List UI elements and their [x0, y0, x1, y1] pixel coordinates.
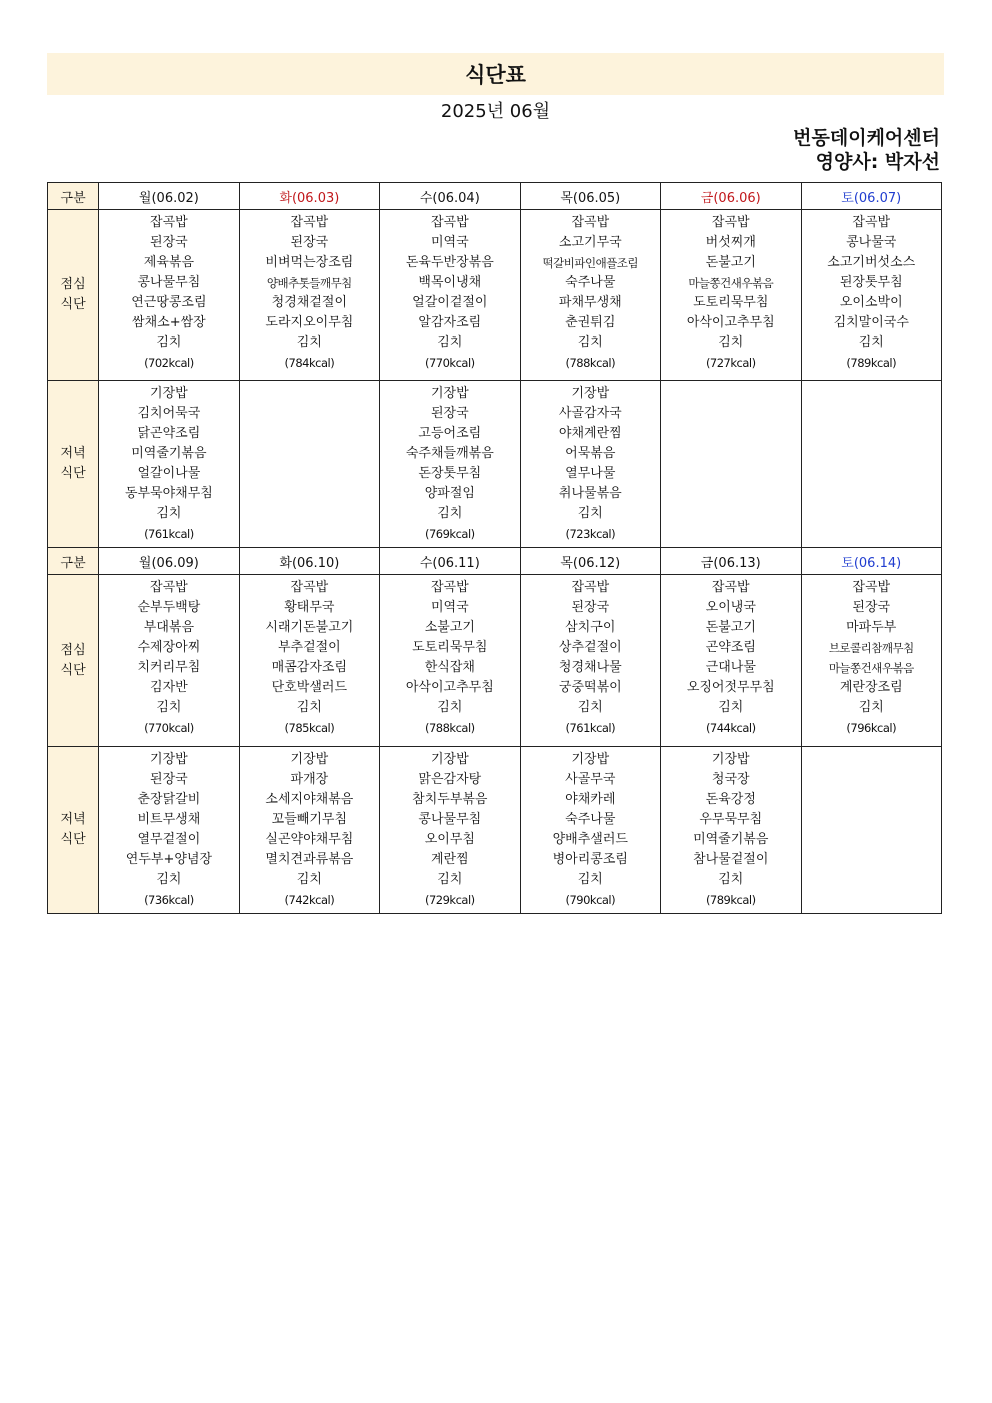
menu-item: 멸치견과류볶음 — [265, 852, 354, 867]
menu-item: 소불고기 — [424, 620, 475, 635]
menu-item-list — [521, 381, 660, 544]
dinner-label-text: 저녁 — [60, 446, 86, 461]
menu-item: 돈육두반장볶음 — [405, 255, 494, 270]
menu-item: 김치 — [858, 700, 884, 715]
lunch-label-text: 식단 — [60, 662, 86, 678]
menu-item-list — [240, 381, 379, 384]
menu-item: 김치 — [437, 335, 463, 350]
menu-item: 김치 — [437, 506, 463, 521]
menu-item: 야채계란찜 — [558, 426, 622, 441]
dinner-menu-cell — [520, 747, 660, 914]
menu-item: 참치두부볶음 — [412, 792, 488, 807]
day-header-cell: 목(06.05) — [520, 183, 660, 210]
menu-item: 기장밥 — [430, 386, 469, 401]
menu-item: 파개장 — [290, 772, 329, 787]
header-label-cell: 구분 — [48, 548, 99, 575]
menu-item-list — [661, 747, 800, 910]
menu-item-list — [240, 575, 379, 738]
menu-item: 알감자조림 — [418, 315, 482, 330]
menu-item: 김치 — [296, 700, 322, 715]
menu-item: (790kcal) — [565, 893, 616, 907]
menu-item: 김치어묵국 — [137, 406, 201, 421]
menu-item: 연근땅콩조림 — [131, 295, 207, 310]
dinner-menu-cell — [380, 747, 520, 914]
week-header-row — [48, 548, 942, 575]
day-header-cell: 수(06.04) — [380, 183, 520, 210]
lunch-row — [48, 210, 942, 381]
menu-item: 기장밥 — [571, 752, 610, 767]
menu-item: 김치 — [296, 335, 322, 350]
menu-item: 양배추샐러드 — [552, 832, 628, 847]
menu-item: 미역줄기볶음 — [131, 446, 207, 461]
menu-item: 청국장 — [711, 772, 750, 787]
menu-item-list — [240, 210, 379, 373]
header-label-cell: 구분 — [48, 183, 99, 210]
dinner-menu-cell — [520, 381, 660, 548]
dinner-menu-cell — [801, 747, 942, 914]
menu-item: 잡곡밥 — [290, 580, 329, 595]
menu-item: 마파두부 — [846, 620, 897, 635]
lunch-menu-cell — [801, 575, 942, 747]
menu-item: 기장밥 — [430, 752, 469, 767]
menu-item: (761kcal) — [144, 527, 194, 541]
menu-item: 열무나물 — [565, 466, 616, 481]
menu-item: (785kcal) — [284, 721, 335, 735]
dinner-menu-cell — [661, 381, 801, 548]
day-header-cell: 월(06.09) — [99, 548, 239, 575]
menu-item: 사골감자국 — [558, 406, 622, 421]
menu-item: 오이무침 — [424, 832, 475, 847]
menu-item: 된장국 — [852, 600, 891, 615]
menu-item: 김치 — [577, 872, 603, 887]
menu-item: 김치 — [156, 872, 182, 887]
menu-item: 양배추톳들깨무침 — [266, 276, 352, 290]
dinner-row — [48, 381, 942, 548]
menu-item: 병아리콩조림 — [552, 852, 628, 867]
day-header-cell: 화(06.10) — [239, 548, 379, 575]
menu-item: 김치 — [718, 335, 744, 350]
menu-item: 파채무생채 — [558, 295, 622, 310]
menu-item: 잡곡밥 — [852, 580, 891, 595]
menu-item: 한식잡채 — [424, 660, 475, 675]
day-header-cell: 수(06.11) — [380, 548, 520, 575]
menu-item: 곤약조림 — [705, 640, 756, 655]
menu-item: 잡곡밥 — [290, 215, 329, 230]
menu-item: 숙주채들깨볶음 — [405, 446, 494, 461]
day-header-cell: 토(06.07) — [801, 183, 942, 210]
menu-item: 브로콜리참깨무침 — [828, 641, 914, 655]
menu-item: 부추겉절이 — [277, 640, 341, 655]
menu-item: (784kcal) — [284, 356, 335, 370]
menu-item: (770kcal) — [144, 721, 194, 735]
menu-item: 미역국 — [430, 235, 469, 250]
menu-item-list — [661, 210, 800, 373]
menu-item: 김치 — [437, 872, 463, 887]
lunch-label-text: 점심 — [60, 642, 86, 658]
menu-item: 콩나물무침 — [137, 275, 201, 290]
menu-item: (796kcal) — [846, 721, 897, 735]
menu-item: (723kcal) — [565, 527, 616, 541]
menu-item-list — [99, 747, 238, 910]
lunch-row — [48, 575, 942, 747]
menu-item-list — [802, 210, 942, 373]
menu-item: 소고기무국 — [558, 235, 622, 250]
lunch-label-text: 식단 — [60, 297, 86, 312]
menu-item: 쌈채소+쌈장 — [132, 315, 206, 330]
menu-item-list — [802, 381, 942, 384]
menu-item: 백목이냉채 — [418, 275, 482, 290]
lunch-menu-cell — [661, 210, 801, 381]
day-header-cell: 금(06.06) — [661, 183, 801, 210]
menu-item: (736kcal) — [144, 893, 194, 907]
menu-item: 잡곡밥 — [571, 580, 610, 595]
menu-item: 제육볶음 — [143, 255, 194, 270]
menu-item: 김치 — [296, 872, 322, 887]
day-header-cell: 화(06.03) — [239, 183, 379, 210]
menu-item-list — [380, 381, 519, 544]
menu-item: 아삭이고추무침 — [686, 315, 775, 330]
lunch-menu-cell — [239, 575, 379, 747]
lunch-menu-cell — [380, 210, 520, 381]
menu-item: 얼갈이나물 — [137, 466, 201, 481]
menu-item: 김치 — [437, 700, 463, 715]
menu-item: 부대볶음 — [143, 620, 194, 635]
menu-item-list — [99, 575, 238, 738]
menu-item: 도토리묵무침 — [693, 295, 769, 310]
menu-item-list — [380, 210, 519, 373]
menu-item: 실곤약야채무침 — [265, 832, 354, 847]
lunch-label-text: 점심 — [60, 277, 86, 292]
dinner-menu-cell — [801, 381, 942, 548]
menu-item: 닭곤약조림 — [137, 426, 201, 441]
lunch-menu-cell — [801, 210, 942, 381]
menu-item: (789kcal) — [846, 356, 897, 370]
menu-item: 된장국 — [290, 235, 329, 250]
menu-item: 잡곡밥 — [711, 580, 750, 595]
menu-item: 매콤감자조림 — [271, 660, 348, 675]
menu-item: 김치 — [718, 872, 744, 887]
menu-item: 수제장아찌 — [137, 640, 201, 655]
menu-item: 연두부+양념장 — [125, 852, 213, 867]
menu-item: (742kcal) — [284, 893, 335, 907]
organization-info — [793, 126, 940, 174]
dinner-label-text: 식단 — [60, 832, 86, 847]
lunch-menu-cell — [661, 575, 801, 747]
menu-item: 근대나물 — [705, 660, 756, 675]
menu-item: 잡곡밥 — [711, 215, 750, 230]
menu-item: 사골무국 — [565, 772, 616, 787]
menu-item: 비벼먹는장조림 — [265, 255, 354, 270]
menu-item: 된장국 — [150, 235, 188, 250]
menu-item: 기장밥 — [711, 752, 750, 767]
menu-item-list — [521, 210, 660, 373]
menu-item: (788kcal) — [565, 356, 616, 370]
menu-item: 계란찜 — [430, 852, 469, 867]
menu-item: 김치 — [156, 700, 182, 715]
day-header-cell: 토(06.14) — [801, 548, 942, 575]
dinner-menu-cell — [239, 747, 379, 914]
dinner-label-cell — [48, 747, 99, 914]
menu-item: (770kcal) — [425, 356, 475, 370]
menu-item: 도토리묵무침 — [412, 640, 488, 655]
menu-item: 고등어조림 — [418, 426, 482, 441]
menu-item: 시래기돈불고기 — [265, 620, 354, 635]
menu-item-list — [380, 575, 519, 738]
menu-item: 오이냉국 — [705, 600, 756, 615]
day-header-cell: 월(06.02) — [99, 183, 239, 210]
menu-item: 상추겉절이 — [558, 640, 622, 655]
menu-item: 미역국 — [430, 600, 469, 615]
menu-item: 춘권튀김 — [565, 315, 616, 330]
menu-item: 숙주나물 — [565, 275, 616, 290]
menu-item: 콩나물국 — [846, 235, 897, 250]
month-subtitle: 2025년 06월 — [440, 101, 551, 122]
menu-item-list — [802, 747, 942, 750]
menu-item: 돈불고기 — [705, 620, 756, 635]
menu-item: (702kcal) — [144, 356, 194, 370]
menu-item: 청경채겉절이 — [271, 295, 348, 310]
menu-item: 우무묵무침 — [699, 812, 763, 827]
menu-item: 기장밥 — [150, 752, 188, 767]
menu-item: 미역줄기볶음 — [693, 832, 769, 847]
menu-item: (788kcal) — [425, 721, 475, 735]
menu-item-list — [240, 747, 379, 910]
day-header-cell: 금(06.13) — [661, 548, 801, 575]
menu-item: 떡갈비파인애플조림 — [542, 256, 639, 270]
menu-item: 오이소박이 — [839, 295, 903, 310]
center-name: 번동데이케어센터 — [793, 127, 940, 149]
menu-item-list — [99, 210, 238, 373]
menu-item: 계란장조림 — [839, 680, 903, 695]
dinner-menu-cell — [661, 747, 801, 914]
menu-item: 청경채나물 — [558, 660, 622, 675]
lunch-label-cell — [48, 575, 99, 747]
menu-item: 동부묵야채무침 — [124, 486, 213, 501]
dinner-menu-cell — [380, 381, 520, 548]
menu-item: 잡곡밥 — [430, 215, 469, 230]
dinner-label-text: 식단 — [60, 466, 86, 481]
menu-item: 된장국 — [571, 600, 610, 615]
dinner-menu-cell — [99, 747, 239, 914]
menu-item: 잡곡밥 — [430, 580, 469, 595]
menu-item-list — [521, 747, 660, 910]
menu-item: 소세지야채볶음 — [265, 792, 354, 807]
lunch-menu-cell — [239, 210, 379, 381]
menu-item: 잡곡밥 — [852, 215, 891, 230]
menu-item-list — [380, 747, 519, 910]
menu-item: 김치 — [577, 506, 603, 521]
lunch-menu-cell — [520, 210, 660, 381]
menu-item: 돈장톳무침 — [418, 466, 482, 481]
lunch-label-cell — [48, 210, 99, 381]
menu-item: 얼갈이겉절이 — [412, 295, 488, 310]
menu-item: 돈육강정 — [705, 792, 756, 807]
dietitian-name: 영양사: 박자선 — [815, 151, 940, 173]
menu-item: 기장밥 — [290, 752, 329, 767]
menu-item: 꼬들빼기무침 — [271, 812, 348, 827]
menu-item: 된장톳무침 — [839, 275, 903, 290]
menu-item: 참나물겉절이 — [693, 852, 769, 867]
menu-item: 잡곡밥 — [150, 215, 188, 230]
menu-item-list — [521, 575, 660, 738]
dinner-row — [48, 747, 942, 914]
menu-item: 버섯찌개 — [705, 235, 756, 250]
menu-item: 마늘쫑건새우볶음 — [828, 661, 914, 675]
menu-item: 야채카레 — [565, 792, 616, 807]
menu-item: 콩나물무침 — [418, 812, 482, 827]
menu-item: 된장국 — [430, 406, 469, 421]
menu-item: (761kcal) — [565, 721, 616, 735]
menu-item: 김치 — [577, 335, 603, 350]
lunch-menu-cell — [99, 575, 239, 747]
lunch-menu-cell — [99, 210, 239, 381]
menu-item: 소고기버섯소스 — [827, 255, 916, 270]
menu-item: 기장밥 — [571, 386, 610, 401]
menu-item: 춘장닭갈비 — [137, 792, 201, 807]
menu-item: (729kcal) — [425, 893, 475, 907]
menu-table — [47, 182, 942, 914]
menu-item: 김치 — [156, 335, 182, 350]
dinner-menu-cell — [239, 381, 379, 548]
lunch-menu-cell — [380, 575, 520, 747]
menu-item: (727kcal) — [705, 356, 756, 370]
menu-item-list — [661, 575, 800, 738]
menu-item: 도라지오이무침 — [265, 315, 354, 330]
menu-item: 어묵볶음 — [565, 446, 616, 461]
menu-item: 양파절임 — [424, 486, 475, 501]
menu-item: 김치말이국수 — [833, 315, 909, 330]
menu-item: (744kcal) — [705, 721, 756, 735]
menu-item: 된장국 — [150, 772, 188, 787]
menu-item: 단호박샐러드 — [271, 680, 348, 695]
dinner-label-cell — [48, 381, 99, 548]
menu-item: 김치 — [156, 506, 182, 521]
menu-item: 마늘쫑건새우볶음 — [688, 276, 774, 290]
menu-item: 김자반 — [150, 680, 188, 695]
menu-item: 맑은감자탕 — [418, 772, 482, 787]
day-header-cell: 목(06.12) — [520, 548, 660, 575]
menu-item-list — [802, 575, 942, 738]
menu-item: 황태무국 — [284, 600, 335, 615]
menu-item: 삼치구이 — [565, 620, 616, 635]
dinner-label-text: 저녁 — [60, 812, 86, 827]
menu-item: 비트무생채 — [137, 812, 201, 827]
menu-item: 아삭이고추무침 — [405, 680, 494, 695]
menu-item: 취나물볶음 — [558, 486, 622, 501]
menu-item: 기장밥 — [150, 386, 188, 401]
dinner-menu-cell — [99, 381, 239, 548]
page-title: 식단표 — [47, 53, 944, 95]
menu-item: 숙주나물 — [565, 812, 616, 827]
menu-item: 김치 — [718, 700, 744, 715]
menu-item: 순부두백탕 — [137, 600, 201, 615]
menu-item: 열무겉절이 — [137, 832, 201, 847]
menu-item: 김치 — [858, 335, 884, 350]
menu-item: 돈불고기 — [705, 255, 756, 270]
menu-item: (769kcal) — [425, 527, 475, 541]
menu-item: 궁중떡볶이 — [558, 680, 622, 695]
menu-item: (789kcal) — [705, 893, 756, 907]
lunch-menu-cell — [520, 575, 660, 747]
week-header-row — [48, 183, 942, 210]
menu-item-list — [99, 381, 238, 544]
menu-item: 김치 — [577, 700, 603, 715]
menu-item: 잡곡밥 — [571, 215, 610, 230]
menu-item-list — [661, 381, 800, 384]
menu-item: 잡곡밥 — [150, 580, 188, 595]
menu-item: 오징어젓무무침 — [686, 680, 775, 695]
menu-item: 치커리무침 — [137, 660, 201, 675]
